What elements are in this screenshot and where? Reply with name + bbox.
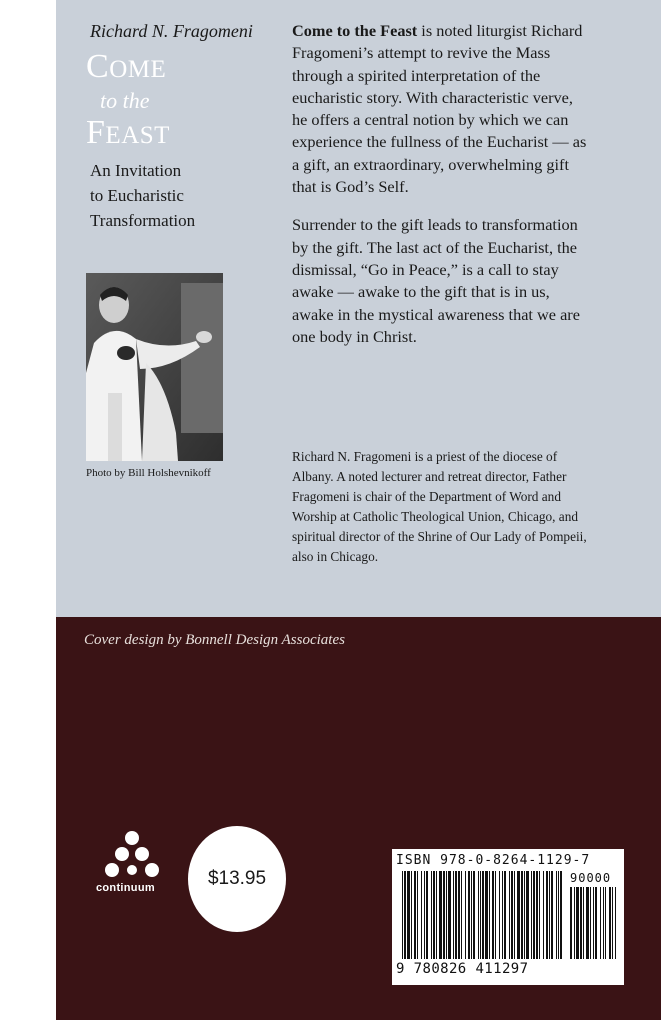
barcode-bar <box>482 871 484 959</box>
book-blurb <box>292 20 592 364</box>
barcode-bar <box>489 871 490 959</box>
barcode-bar <box>448 871 451 959</box>
barcode-bar <box>436 871 437 959</box>
barcode-bar <box>546 871 548 959</box>
barcode-bar <box>492 871 494 959</box>
subtitle-line: An Invitation <box>90 161 182 180</box>
barcode-bar <box>517 871 520 959</box>
title-line-to-the: to the <box>100 88 150 113</box>
book-title <box>86 50 170 154</box>
title-line-feast: FEAST <box>86 114 170 151</box>
barcode-bar <box>402 871 403 959</box>
barcode-bar <box>524 871 525 959</box>
barcode-bar <box>543 871 544 959</box>
barcode-addon-bar <box>586 887 589 959</box>
author-bio: Richard N. Fragomeni is a priest of the diocese of Albany. A noted lecturer and retreat director, Father Fragomeni is chair of the Department of Word and Worship at Catholic Theological Union, Chicago, and spiritual director of the Shrine of Our Lady of Pompeii, also in Chicago. <box>292 449 587 564</box>
barcode-bar <box>426 871 428 959</box>
barcode-addon-bar <box>570 887 572 959</box>
barcode-bar <box>502 871 503 959</box>
barcode-addon-bar <box>603 887 604 959</box>
barcode-bar <box>556 871 557 959</box>
blurb-p1-text: is noted liturgist Richard Fragomeni’s attempt to revive the Mass through a spirited interpretation of the eucharistic story. With characteristic verve, he offers a central notion by which we can experience the fullness of the Eucharist — as a gift, an extraordinary, overwhelming gift that is God’s Self. <box>292 21 587 197</box>
barcode-bar <box>485 871 488 959</box>
barcode-addon-bar <box>595 887 597 959</box>
author-photo <box>86 273 223 461</box>
barcode-bar <box>560 871 562 959</box>
barcode-bar <box>526 871 529 959</box>
barcode-bar <box>446 871 447 959</box>
barcode-addon-bar <box>576 887 579 959</box>
barcode-bar <box>549 871 550 959</box>
photo-caption: Photo by Bill Holshevnikoff <box>86 467 211 479</box>
design-credit: Cover design by Bonnell Design Associates <box>84 632 345 648</box>
back-cover <box>56 0 661 1020</box>
barcode-addon-bar <box>600 887 601 959</box>
barcode-bar <box>533 871 535 959</box>
barcode-bar <box>461 871 462 959</box>
subtitle-line: to Eucharistic <box>90 186 184 205</box>
barcode-addon-bar <box>612 887 613 959</box>
barcode-bar <box>431 871 432 959</box>
price: $13.95 <box>207 868 267 889</box>
publisher-name: continuum <box>96 882 155 894</box>
author-name: Richard N. Fragomeni <box>90 21 253 41</box>
author-photo-image <box>86 273 223 461</box>
subtitle <box>90 158 195 233</box>
barcode-addon-bar <box>590 887 591 959</box>
barcode-bar <box>511 871 513 959</box>
barcode-bar <box>465 871 466 959</box>
barcode-addon-bar <box>609 887 611 959</box>
barcode-bar <box>514 871 515 959</box>
blurb-paragraph-1 <box>292 20 592 198</box>
barcode-bar <box>433 871 435 959</box>
barcode-bar <box>453 871 454 959</box>
blurb-title-bold: Come to the Feast <box>292 21 418 40</box>
barcode-bar <box>536 871 538 959</box>
barcode-addon-bar <box>580 887 582 959</box>
barcode-bar <box>455 871 457 959</box>
barcode-bar <box>480 871 481 959</box>
barcode-bar <box>473 871 475 959</box>
barcode-bar <box>471 871 472 959</box>
barcode-number: 9 780826 411297 <box>396 961 529 977</box>
barcode-bar <box>468 871 470 959</box>
barcode-addon: 90000 <box>570 871 612 885</box>
barcode-bar <box>495 871 496 959</box>
barcode-bar <box>531 871 532 959</box>
barcode-bar <box>417 871 418 959</box>
barcode-bar <box>424 871 425 959</box>
barcode-addon-bar <box>615 887 616 959</box>
title-line-come: COME <box>86 48 167 85</box>
barcode-bar <box>551 871 553 959</box>
barcode-bar <box>458 871 460 959</box>
barcode-bar <box>521 871 523 959</box>
barcode-bar <box>478 871 479 959</box>
barcode-bar <box>539 871 540 959</box>
isbn: ISBN 978-0-8264-1129-7 <box>396 853 591 868</box>
barcode-bar <box>411 871 412 959</box>
subtitle-line: Transformation <box>90 211 196 230</box>
barcode-bar <box>443 871 445 959</box>
barcode-addon-bar <box>593 887 594 959</box>
barcode-bar <box>407 871 410 959</box>
barcode-addon-bar <box>605 887 606 959</box>
barcode-bar <box>439 871 442 959</box>
barcode-bar <box>404 871 406 959</box>
barcode-bar <box>558 871 559 959</box>
blurb-paragraph-2: Surrender to the gift leads to transformation by the gift. The last act of the Eucharist, the dismissal, “Go in Peace,” is a call to stay awake — awake to the gift that is in us, awake in the mystical awareness that we are one body in Christ. <box>292 215 580 346</box>
top-panel <box>56 0 661 617</box>
barcode-addon-bar <box>583 887 584 959</box>
barcode-bar <box>504 871 506 959</box>
barcode <box>392 849 624 985</box>
barcode-bar <box>509 871 510 959</box>
barcode-addon-bar <box>574 887 575 959</box>
barcode-bar <box>499 871 500 959</box>
barcode-bar <box>414 871 416 959</box>
price-badge <box>188 826 286 932</box>
barcode-bar <box>421 871 422 959</box>
